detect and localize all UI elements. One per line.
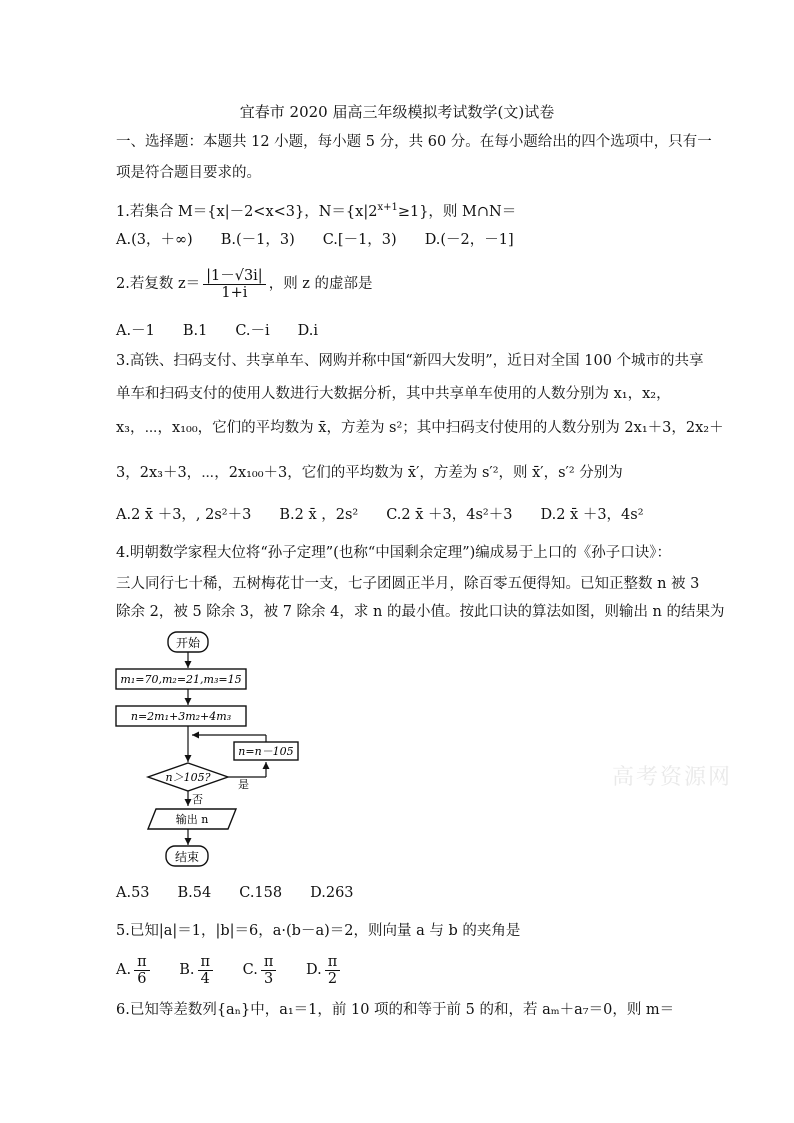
svg-text:n＞105?: n＞105?	[165, 771, 211, 784]
svg-text:m₁=70,m₂=21,m₃=15: m₁=70,m₂=21,m₃=15	[120, 673, 242, 686]
q1-option-a[interactable]: A.(3，＋∞)	[116, 232, 193, 248]
q3-line3: x₃，⋯，x₁₀₀，它们的平均数为 x̄，方差为 s²；其中扫码支付使用的人数分别为 2x₁＋3，2x₂＋	[116, 420, 724, 436]
q3-line1: 3.高铁、扫码支付、共享单车、网购并称中国“新四大发明”，近日对全国 100 个城市的共享	[116, 353, 704, 369]
q5-option-b[interactable]: B. $\frac{\pi}{4}$	[179, 962, 216, 978]
q2-option-a[interactable]: A.－1	[116, 323, 155, 339]
q4-option-d[interactable]: D.263	[310, 885, 354, 901]
q1-stem-part1: 1.若集合 M＝{x|－2<x<3}，N＝{x|2	[116, 203, 378, 220]
q3-option-c[interactable]: C.2 x̄ ＋3，4s²＋3	[386, 507, 513, 523]
q6-stem: 6.已知等差数列{aₙ}中，a₁＝1，前 10 项的和等于前 5 的和，若 aₘ＋a₇＝0，则 m＝	[116, 1002, 675, 1018]
q1-exponent: x+1	[377, 202, 398, 213]
q3-line2: 单车和扫码支付的使用人数进行大数据分析，其中共享单车使用的人数分别为 x₁，x₂，	[116, 386, 671, 402]
q1-stem	[116, 198, 516, 222]
q5-option-a[interactable]: A. $\frac{\pi}{6}$	[116, 962, 153, 978]
q2-fraction-numerator: |1－√3i|	[203, 268, 266, 285]
q5-stem: 5.已知|a|＝1，|b|＝6，a·(b－a)＝2，则向量 a 与 b 的夹角是	[116, 923, 521, 939]
q1-option-b[interactable]: B.(－1，3)	[220, 232, 295, 248]
q4-options	[116, 883, 382, 903]
flow-end	[166, 846, 208, 866]
flow-loop	[234, 742, 298, 760]
q2-option-c[interactable]: C.－i	[235, 323, 270, 339]
q5-option-d[interactable]: D. $\frac{\pi}{2}$	[306, 962, 343, 978]
q2-option-b[interactable]: B.1	[182, 323, 208, 339]
section-instructions-line1: 一、选择题：本题共 12 小题，每小题 5 分，共 60 分。在每小题给出的四个选项中，只有一	[116, 134, 712, 150]
flow-output	[148, 809, 236, 829]
q3-option-a[interactable]: A.2 x̄ ＋3，, 2s²＋3	[116, 507, 252, 523]
q1-option-d[interactable]: D.(－2，－1]	[424, 232, 514, 248]
q2-fraction-denominator: 1+i	[221, 284, 248, 301]
q2-options	[116, 321, 346, 341]
q2-fraction	[203, 268, 266, 301]
flow-no-label: 否	[192, 793, 203, 806]
svg-text:开始: 开始	[175, 636, 201, 650]
svg-text:n=n－105: n=n－105	[238, 745, 294, 758]
q4-line1: 4.明朝数学家程大位将“孙子定理”(也称“中国剩余定理”)编成易于上口的《孙子口诀》：	[116, 545, 672, 561]
q2-option-d[interactable]: D.i	[297, 323, 318, 339]
q2-stem-part2: ，则 z 的虚部是	[268, 276, 373, 292]
flow-start	[168, 632, 208, 652]
q4-option-c[interactable]: C.158	[239, 885, 283, 901]
q3-option-d[interactable]: D.2 x̄ ＋3，4s²	[540, 507, 644, 523]
svg-text:n=2m₁+3m₂+4m₃: n=2m₁+3m₂+4m₃	[130, 710, 232, 723]
q2-stem	[116, 266, 373, 302]
q4-flowchart	[110, 625, 310, 875]
section-instructions-line2: 项是符合题目要求的。	[116, 165, 261, 181]
q5-option-c[interactable]: C. $\frac{\pi}{3}$	[243, 962, 280, 978]
q4-line2: 三人同行七十稀，五树梅花廿一支，七子团圆正半月，除百零五便得知。已知正整数 n 被 3	[116, 576, 700, 592]
q1-option-c[interactable]: C.[－1，3)	[322, 232, 397, 248]
flow-decision	[148, 763, 228, 791]
q1-options	[116, 230, 542, 250]
q4-line3: 除余 2，被 5 除余 3，被 7 除余 4，求 n 的最小值。按此口诀的算法如图，则输出 n 的结果为	[116, 604, 725, 620]
flow-assign	[116, 669, 246, 689]
watermark: 高考资源网	[612, 765, 733, 790]
svg-text:结束: 结束	[174, 850, 200, 864]
flow-compute	[116, 706, 246, 726]
q4-option-a[interactable]: A.53	[116, 885, 150, 901]
svg-text:输出 n: 输出 n	[175, 813, 209, 826]
q5-options	[116, 952, 343, 988]
q4-option-b[interactable]: B.54	[177, 885, 212, 901]
q1-stem-part2: ≥1}，则 M∩N＝	[397, 203, 517, 220]
flow-yes-label: 是	[238, 778, 249, 791]
q3-options	[116, 505, 672, 525]
q2-stem-part1: 2.若复数 z＝	[116, 276, 201, 292]
q3-option-b[interactable]: B.2 x̄ ，2s²	[279, 507, 359, 523]
exam-title: 宜春市 2020 届高三年级模拟考试数学(文)试卷	[239, 103, 555, 121]
q3-line4: 3，2x₃＋3，⋯，2x₁₀₀＋3，它们的平均数为 x̄′，方差为 s′²，则 x̄′，s′² 分别为	[116, 465, 623, 481]
